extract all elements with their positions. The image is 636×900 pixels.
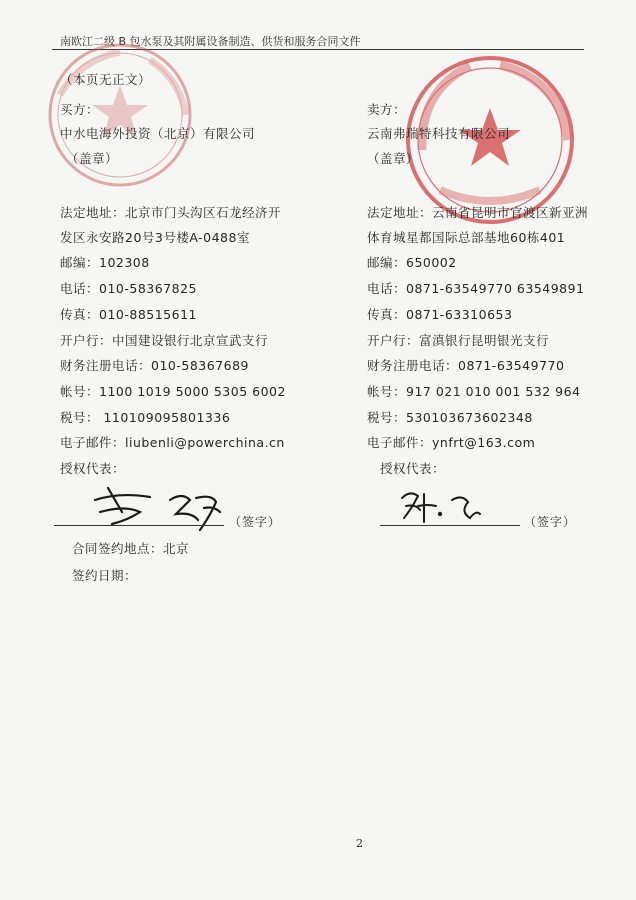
buyer-address-line2: 发区永安路20号3号楼A-0488室 [60, 230, 250, 245]
buyer-postal: 邮编：102308 [60, 255, 150, 270]
seller-bank: 开户行：富滇银行昆明银光支行 [367, 333, 550, 348]
buyer-finance-phone: 财务注册电话：010-58367689 [60, 358, 249, 373]
no-content-notice: （本页无正文） [60, 72, 152, 87]
seller-signature [402, 493, 480, 522]
buyer-fax: 传真：010-88515611 [60, 307, 197, 322]
buyer-company: 中水电海外投资（北京）有限公司 [60, 126, 256, 141]
seller-sign-label: （签字） [524, 515, 577, 529]
buyer-role-label: 买方： [60, 102, 100, 117]
buyer-signature-line [54, 525, 224, 526]
seller-finance-phone: 财务注册电话：0871-63549770 [367, 358, 565, 373]
buyer-account: 帐号：1100 1019 5000 5305 6002 [60, 384, 286, 399]
buyer-email: 电子邮件：liubenli@powerchina.cn [60, 435, 285, 450]
seller-seal-label: （盖章） [367, 151, 420, 166]
seller-account: 帐号：917 021 010 001 532 964 [367, 384, 581, 399]
seller-tax: 税号：530103673602348 [367, 410, 533, 425]
buyer-phone: 电话：010-58367825 [60, 281, 197, 296]
page-number: 2 [356, 837, 363, 850]
buyer-tax: 税号： 110109095801336 [60, 410, 231, 425]
seller-role-label: 卖方： [367, 102, 407, 117]
seller-email: 电子邮件：ynfrt@163.com [367, 435, 536, 450]
seller-fax: 传真：0871-63310653 [367, 307, 513, 322]
seller-company: 云南弗瑞特科技有限公司 [367, 126, 511, 141]
signing-place: 合同签约地点：北京 [72, 541, 190, 556]
seller-rep-label: 授权代表： [380, 461, 446, 476]
seller-address-line2: 体育城星都国际总部基地60栋401 [367, 230, 566, 245]
seller-postal: 邮编：650002 [367, 255, 457, 270]
seller-phone: 电话：0871-63549770 63549891 [367, 281, 585, 296]
buyer-seal-label: （盖章） [66, 151, 119, 166]
buyer-sign-label: （签字） [229, 515, 282, 529]
buyer-address-line1: 法定地址：北京市门头沟区石龙经济开 [60, 205, 282, 220]
signing-date: 签约日期： [72, 568, 138, 583]
seller-signature-line [380, 525, 520, 526]
buyer-bank: 开户行：中国建设银行北京宣武支行 [60, 333, 269, 348]
seller-address-line1: 法定地址：云南省昆明市官渡区新亚洲 [367, 205, 589, 220]
buyer-signature [95, 488, 220, 530]
buyer-rep-label: 授权代表： [60, 461, 126, 476]
document-header: 南欧江二级 B 包水泵及其附属设备制造、供货和服务合同文件 [60, 35, 361, 48]
